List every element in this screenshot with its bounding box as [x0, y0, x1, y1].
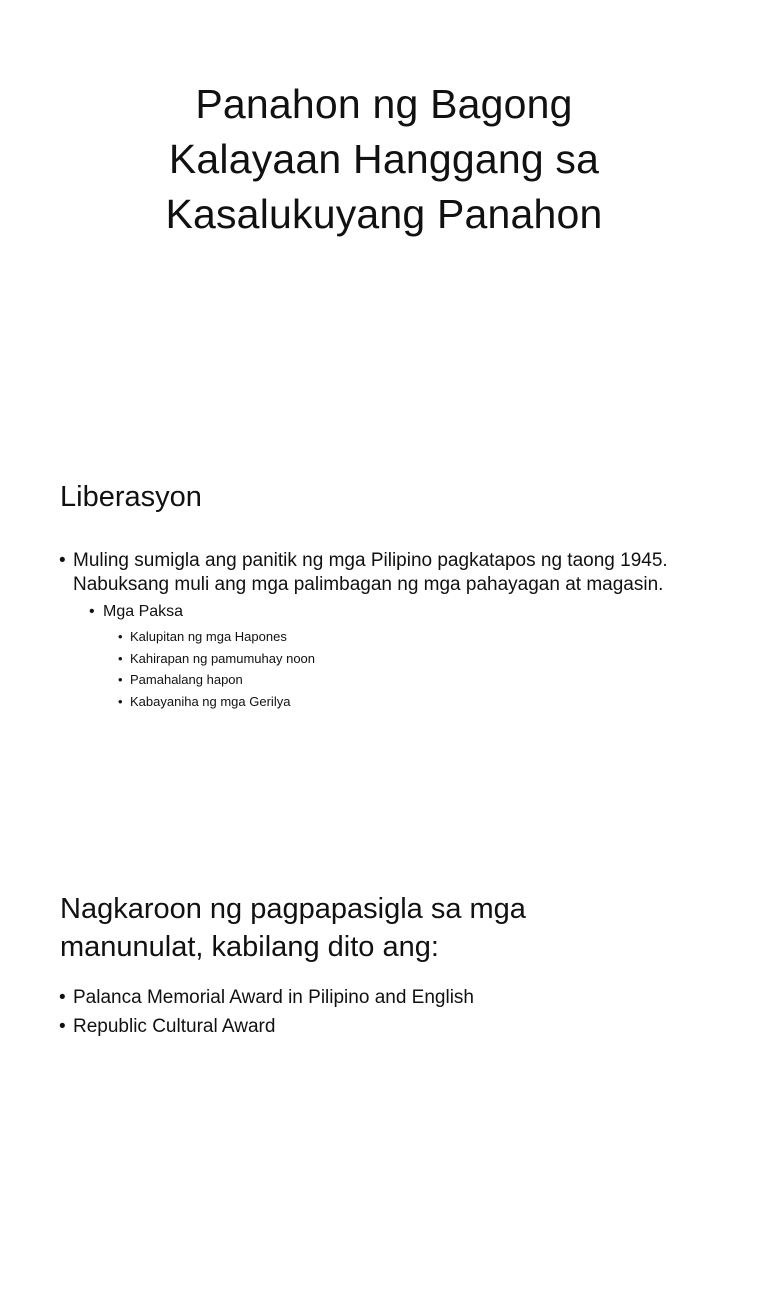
topic-item: • Kalupitan ng mga Hapones	[130, 626, 713, 648]
list-item	[103, 601, 713, 712]
slide-heading: Liberasyon	[60, 481, 202, 513]
award-item: • Republic Cultural Award	[73, 1012, 733, 1041]
bullet-text: Muling sumigla ang panitik ng mga Pilipino pagkatapos ng taong 1945. Nabuksang muli ang mga palimbagan ng mga pahayagan at magasin.	[73, 550, 668, 595]
title-line: Panahon ng Bagong	[195, 81, 573, 128]
list-item	[73, 549, 713, 712]
topic-list	[130, 626, 713, 712]
topic-item: • Kabayaniha ng mga Gerilya	[130, 691, 713, 713]
title-line: Kasalukuyang Panahon	[165, 191, 603, 238]
slide-heading	[60, 890, 720, 966]
award-list	[73, 983, 733, 1041]
awards-slide	[0, 864, 768, 1296]
presentation-title	[84, 77, 684, 242]
sub-bullet-list	[103, 601, 713, 712]
award-item: • Palanca Memorial Award in Pilipino and English	[73, 983, 733, 1012]
title-line: Kalayaan Hanggang sa	[168, 136, 600, 183]
liberasyon-slide	[0, 432, 768, 864]
topic-item: • Pamahalang hapon	[130, 669, 713, 691]
bullet-list	[73, 549, 713, 712]
topic-item: • Kahirapan ng pamumuhay noon	[130, 648, 713, 670]
heading-line: Nagkaroon ng pagpapasigla sa mga	[60, 893, 526, 925]
sub-bullet-text: Mga Paksa	[103, 603, 184, 620]
heading-line: manunulat, kabilang dito ang:	[60, 931, 439, 963]
title-slide	[0, 0, 768, 432]
